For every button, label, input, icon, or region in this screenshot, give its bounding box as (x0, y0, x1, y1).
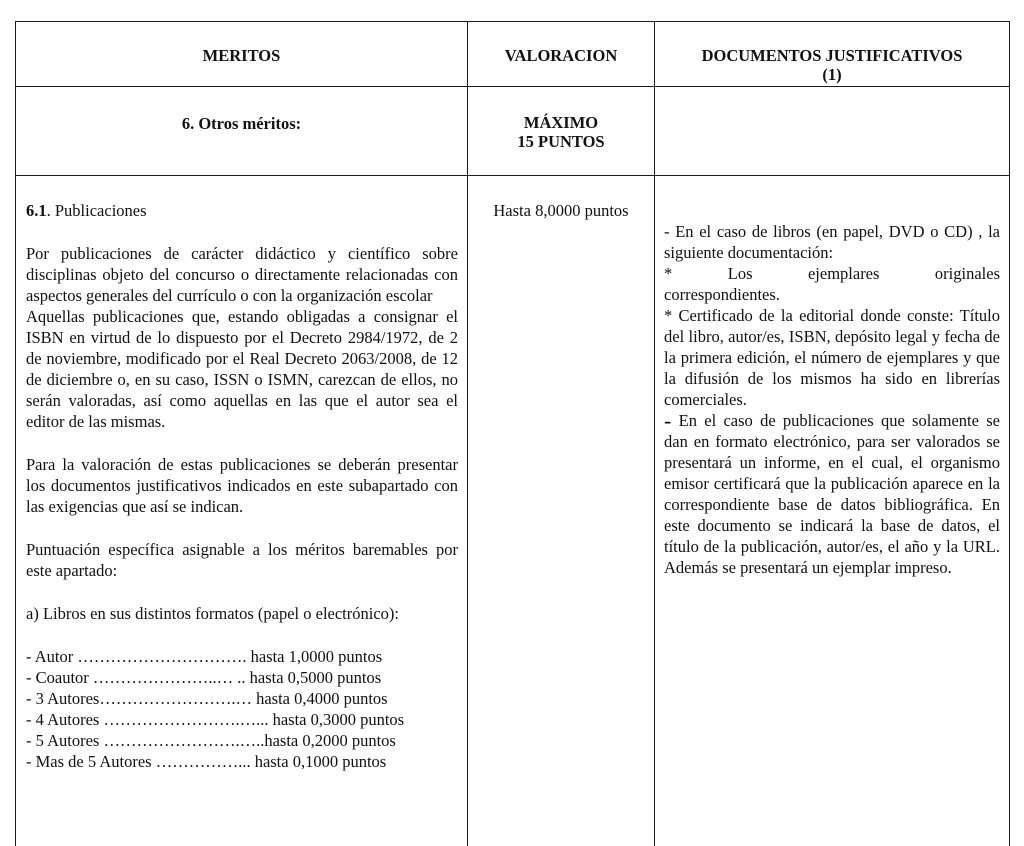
doc-originals-word-3: originales (934, 264, 1000, 283)
doc-originals-line (664, 263, 1000, 284)
table-border-right (1009, 21, 1010, 846)
list-item: - 5 Autores …………………….…..hasta 0,2000 puntos (26, 731, 396, 750)
list-item: - Coautor …………………..… .. hasta 0,5000 puntos (26, 668, 382, 687)
list-item: - 3 Autores…………………….… hasta 0,4000 puntos (26, 689, 388, 708)
header-documentos-note: (1) (822, 65, 842, 84)
subsection-title: . Publicaciones (46, 201, 147, 220)
header-valoracion: VALORACION (504, 46, 618, 65)
paragraph-books: a) Libros en sus distintos formatos (papel o electrónico): (26, 604, 399, 623)
doc-originals-word-1: Los (727, 264, 753, 283)
table-rule-col2 (654, 21, 655, 846)
section-max-label: MÁXIMO (523, 113, 599, 132)
table-border-top (15, 21, 1010, 22)
header-meritos: MERITOS (202, 46, 281, 65)
doc-electronic (664, 410, 1000, 578)
table-rule-section (15, 175, 1010, 176)
paragraph-isbn: Aquellas publicaciones que, estando obligadas a consignar el ISBN en virtud de lo dispuesto por el Decreto 2984/1972, de 2 de noviembre, modificado por el Real Decreto 2063/2008, de 12 de diciembre o, en su caso, ISSN o ISMN, carezcan de ellos, no serán valoradas, así como aquellas en las que el autor sea el editor de las mismas. (26, 307, 458, 431)
table-border-left (15, 21, 16, 846)
header-documentos-title: DOCUMENTOS JUSTIFICATIVOS (701, 46, 963, 65)
subsection-valuation: Hasta 8,0000 puntos (493, 201, 629, 220)
table-rule-header (15, 86, 1010, 87)
paragraph-didactic: Por publicaciones de carácter didáctico y científico sobre disciplinas objeto del concurso o directamente relacionadas con aspectos generales del currículo o con la organización escolar (26, 244, 458, 305)
doc-originals-word-2: ejemplares (807, 264, 880, 283)
doc-originals-star: * (664, 264, 673, 283)
authors-list (26, 646, 458, 772)
doc-electronic-dash: - (664, 408, 672, 433)
doc-certificate: * Certificado de la editorial donde conste: Título del libro, autor/es, ISBN, depósito legal y fecha de la primera edición, el número de ejemplares y que la difusión de los mismos ha sido en librerías comerciales. (664, 306, 1000, 409)
doc-originals-end: correspondientes. (664, 285, 780, 304)
list-item: - 4 Autores …………………….…... hasta 0,3000 puntos (26, 710, 405, 729)
documents-content (664, 221, 1000, 578)
merits-content (26, 200, 458, 772)
paragraph-valuation: Para la valoración de estas publicaciones se deberán presentar los documentos justificativos indicados en este subapartado con las exigencias que así se indican. (26, 455, 458, 516)
doc-electronic-text: En el caso de publicaciones que solamente se dan en formato electrónico, para ser valorados se presentará un informe, en el cual, el organismo emisor certificará que la publicación aparece en la correspondiente base de datos bibliográfica. En este documento se indicará la base de datos, el título de la publicación, autor/es, el año y la URL. Además se presentará un ejemplar impreso. (664, 411, 1000, 577)
header-documentos (655, 46, 1009, 84)
section-max-value: 15 PUNTOS (517, 132, 605, 151)
section-title: 6. Otros méritos: (181, 114, 302, 133)
subsection-heading (26, 200, 458, 221)
paragraph-specific-score: Puntuación específica asignable a los méritos baremables por este apartado: (26, 540, 458, 580)
doc-books: - En el caso de libros (en papel, DVD o CD) , la siguiente documentación: (664, 222, 1000, 262)
section-max-points (468, 113, 654, 151)
list-item: - Mas de 5 Autores ……………... hasta 0,1000 puntos (26, 752, 387, 771)
subsection-number: 6.1 (26, 201, 47, 220)
list-item: - Autor …………………………. hasta 1,0000 puntos (26, 647, 383, 666)
